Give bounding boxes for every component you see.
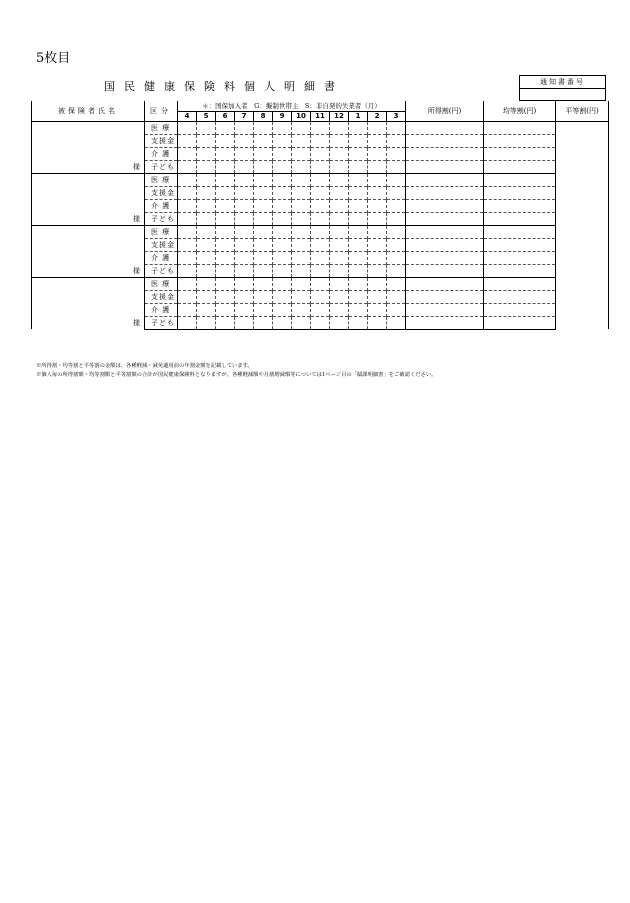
- month-cell: [254, 173, 273, 186]
- note-line: ※所得割・均等割と平等割の金額は、各種軽減・減免適用前の年割金額を記載しています。: [36, 363, 253, 369]
- category-label: 医 療: [145, 225, 178, 238]
- month-cell: [349, 121, 368, 134]
- category-label: 子ども: [145, 264, 178, 277]
- month-cell: [311, 160, 330, 173]
- income-header: 所得割(円): [406, 101, 484, 121]
- per-capita-cell: [484, 199, 556, 212]
- month-cell: [235, 134, 254, 147]
- month-cell: [254, 277, 273, 290]
- month-cell: [235, 160, 254, 173]
- month-cell: [311, 316, 330, 329]
- month-cell: [235, 147, 254, 160]
- month-cell: [235, 303, 254, 316]
- month-cell: [368, 160, 387, 173]
- month-cell: [216, 199, 235, 212]
- income-cell: [406, 290, 484, 303]
- income-cell: [406, 212, 484, 225]
- per-capita-cell: [484, 121, 556, 134]
- income-cell: [406, 134, 484, 147]
- month-cell: [235, 121, 254, 134]
- month-header: 1: [349, 111, 368, 121]
- month-cell: [292, 212, 311, 225]
- month-cell: [330, 264, 349, 277]
- category-label: 介 護: [145, 147, 178, 160]
- month-cell: [197, 134, 216, 147]
- month-cell: [292, 277, 311, 290]
- month-cell: [197, 160, 216, 173]
- month-cell: [292, 225, 311, 238]
- month-cell: [387, 160, 406, 173]
- month-cell: [197, 173, 216, 186]
- category-label: 支援金: [145, 186, 178, 199]
- month-cell: [330, 212, 349, 225]
- month-cell: [273, 238, 292, 251]
- month-cell: [178, 316, 197, 329]
- category-label: 子ども: [145, 160, 178, 173]
- month-cell: [197, 212, 216, 225]
- month-cell: [368, 186, 387, 199]
- month-cell: [349, 303, 368, 316]
- month-cell: [273, 225, 292, 238]
- month-cell: [235, 173, 254, 186]
- month-cell: [178, 303, 197, 316]
- month-cell: [235, 264, 254, 277]
- flat-cell: [556, 121, 609, 329]
- per-capita-cell: [484, 134, 556, 147]
- month-cell: [387, 303, 406, 316]
- table-row: [32, 277, 609, 290]
- month-cell: [330, 121, 349, 134]
- month-cell: [197, 121, 216, 134]
- month-cell: [254, 186, 273, 199]
- month-cell: [216, 303, 235, 316]
- month-cell: [330, 147, 349, 160]
- month-cell: [330, 316, 349, 329]
- month-cell: [197, 225, 216, 238]
- category-label: 介 護: [145, 251, 178, 264]
- month-cell: [311, 186, 330, 199]
- month-cell: [216, 212, 235, 225]
- month-cell: [254, 199, 273, 212]
- month-cell: [311, 212, 330, 225]
- month-cell: [349, 147, 368, 160]
- month-cell: [311, 225, 330, 238]
- month-cell: [330, 251, 349, 264]
- month-cell: [197, 290, 216, 303]
- month-cell: [254, 225, 273, 238]
- month-header: 10: [292, 111, 311, 121]
- month-cell: [273, 212, 292, 225]
- month-cell: [273, 290, 292, 303]
- month-cell: [197, 186, 216, 199]
- month-cell: [349, 264, 368, 277]
- month-cell: [292, 264, 311, 277]
- month-header: 11: [311, 111, 330, 121]
- month-cell: [330, 186, 349, 199]
- month-cell: [368, 134, 387, 147]
- month-cell: [387, 121, 406, 134]
- month-cell: [197, 277, 216, 290]
- month-cell: [292, 160, 311, 173]
- month-header: 3: [387, 111, 406, 121]
- month-cell: [197, 199, 216, 212]
- month-cell: [311, 303, 330, 316]
- category-label: 介 護: [145, 303, 178, 316]
- month-cell: [235, 199, 254, 212]
- per-capita-cell: [484, 251, 556, 264]
- category-label: 医 療: [145, 121, 178, 134]
- month-cell: [330, 134, 349, 147]
- income-cell: [406, 251, 484, 264]
- month-header: 6: [216, 111, 235, 121]
- month-cell: [197, 251, 216, 264]
- status-legend: ＊：国保加入者 G：擬制世帯主 S：非自発的失業者（月）: [178, 101, 406, 111]
- insured-name-cell: [32, 121, 145, 173]
- month-cell: [273, 303, 292, 316]
- month-cell: [368, 173, 387, 186]
- category-label: 介 護: [145, 199, 178, 212]
- month-cell: [178, 225, 197, 238]
- income-cell: [406, 160, 484, 173]
- insured-name-header: 被保険者氏名: [32, 101, 145, 121]
- income-cell: [406, 238, 484, 251]
- month-cell: [178, 238, 197, 251]
- month-cell: [254, 134, 273, 147]
- month-cell: [368, 251, 387, 264]
- honorific-sama: 様: [133, 214, 140, 223]
- month-cell: [349, 160, 368, 173]
- month-cell: [273, 134, 292, 147]
- month-cell: [292, 238, 311, 251]
- month-cell: [197, 303, 216, 316]
- month-cell: [387, 134, 406, 147]
- month-cell: [349, 173, 368, 186]
- notes: [36, 362, 436, 380]
- per-capita-cell: [484, 303, 556, 316]
- month-cell: [311, 199, 330, 212]
- month-cell: [254, 251, 273, 264]
- table-row: [32, 225, 609, 238]
- month-header: 2: [368, 111, 387, 121]
- month-cell: [273, 173, 292, 186]
- month-cell: [235, 225, 254, 238]
- month-cell: [216, 251, 235, 264]
- month-cell: [178, 186, 197, 199]
- category-header: 区分: [145, 101, 178, 121]
- month-cell: [311, 251, 330, 264]
- month-cell: [273, 251, 292, 264]
- month-cell: [216, 290, 235, 303]
- category-label: 子ども: [145, 316, 178, 329]
- month-cell: [368, 225, 387, 238]
- month-cell: [292, 173, 311, 186]
- month-cell: [254, 264, 273, 277]
- month-cell: [349, 238, 368, 251]
- per-capita-cell: [484, 160, 556, 173]
- month-cell: [273, 160, 292, 173]
- month-cell: [235, 277, 254, 290]
- month-cell: [273, 264, 292, 277]
- month-cell: [349, 277, 368, 290]
- category-label: 支援金: [145, 290, 178, 303]
- month-cell: [273, 147, 292, 160]
- month-cell: [216, 316, 235, 329]
- month-cell: [311, 290, 330, 303]
- month-cell: [349, 316, 368, 329]
- per-capita-cell: [484, 147, 556, 160]
- month-cell: [254, 121, 273, 134]
- month-cell: [292, 134, 311, 147]
- income-cell: [406, 173, 484, 186]
- insured-name-cell: [32, 277, 145, 329]
- category-label: 支援金: [145, 238, 178, 251]
- per-capita-cell: [484, 186, 556, 199]
- insured-name-cell: [32, 225, 145, 277]
- month-cell: [349, 251, 368, 264]
- month-cell: [387, 277, 406, 290]
- month-cell: [254, 303, 273, 316]
- month-cell: [292, 199, 311, 212]
- month-cell: [349, 225, 368, 238]
- month-cell: [311, 121, 330, 134]
- month-cell: [178, 277, 197, 290]
- month-cell: [178, 290, 197, 303]
- note-line: ※個人毎の所得割額・均等割額と平等割額の合計が国民健康保険料となりますが、各種軽減額や月割増減額等については1ページ目の「賦課明細書」をご確認ください。: [36, 372, 437, 378]
- month-cell: [216, 147, 235, 160]
- detail-table: [31, 101, 609, 330]
- income-cell: [406, 186, 484, 199]
- month-cell: [330, 199, 349, 212]
- month-cell: [216, 277, 235, 290]
- month-cell: [216, 134, 235, 147]
- month-cell: [311, 238, 330, 251]
- month-header: 12: [330, 111, 349, 121]
- month-cell: [235, 290, 254, 303]
- month-cell: [254, 290, 273, 303]
- month-cell: [368, 147, 387, 160]
- month-cell: [292, 186, 311, 199]
- month-cell: [178, 251, 197, 264]
- month-cell: [349, 134, 368, 147]
- month-cell: [216, 238, 235, 251]
- month-cell: [197, 147, 216, 160]
- month-cell: [387, 186, 406, 199]
- insured-name-cell: [32, 173, 145, 225]
- month-cell: [254, 160, 273, 173]
- month-cell: [235, 316, 254, 329]
- month-cell: [216, 225, 235, 238]
- month-cell: [254, 316, 273, 329]
- month-cell: [216, 264, 235, 277]
- month-cell: [311, 134, 330, 147]
- month-cell: [387, 147, 406, 160]
- month-cell: [254, 212, 273, 225]
- month-cell: [197, 316, 216, 329]
- month-cell: [368, 290, 387, 303]
- month-cell: [273, 316, 292, 329]
- month-cell: [235, 186, 254, 199]
- month-cell: [311, 277, 330, 290]
- month-cell: [311, 264, 330, 277]
- month-cell: [197, 238, 216, 251]
- month-cell: [178, 147, 197, 160]
- month-cell: [368, 277, 387, 290]
- income-cell: [406, 303, 484, 316]
- month-cell: [330, 225, 349, 238]
- honorific-sama: 様: [133, 162, 140, 171]
- month-cell: [387, 225, 406, 238]
- honorific-sama: 様: [133, 319, 140, 327]
- month-cell: [330, 173, 349, 186]
- income-cell: [406, 199, 484, 212]
- per-capita-cell: [484, 264, 556, 277]
- month-cell: [368, 199, 387, 212]
- month-cell: [235, 212, 254, 225]
- month-cell: [349, 199, 368, 212]
- category-label: 医 療: [145, 173, 178, 186]
- month-cell: [292, 303, 311, 316]
- month-cell: [178, 160, 197, 173]
- month-cell: [387, 251, 406, 264]
- month-cell: [349, 212, 368, 225]
- month-header: 9: [273, 111, 292, 121]
- month-cell: [292, 251, 311, 264]
- income-cell: [406, 225, 484, 238]
- month-cell: [178, 173, 197, 186]
- per-capita-cell: [484, 173, 556, 186]
- month-cell: [368, 264, 387, 277]
- per-capita-cell: [484, 212, 556, 225]
- document-title: 国民健康保険料個人明細書: [104, 80, 344, 93]
- month-cell: [178, 134, 197, 147]
- month-cell: [387, 212, 406, 225]
- income-cell: [406, 316, 484, 329]
- income-cell: [406, 121, 484, 134]
- month-cell: [254, 147, 273, 160]
- month-cell: [368, 121, 387, 134]
- month-cell: [178, 121, 197, 134]
- month-cell: [254, 238, 273, 251]
- month-cell: [178, 212, 197, 225]
- month-cell: [368, 303, 387, 316]
- per-capita-header: 均等割(円): [484, 101, 556, 121]
- month-cell: [216, 121, 235, 134]
- month-cell: [178, 264, 197, 277]
- income-cell: [406, 264, 484, 277]
- month-cell: [216, 173, 235, 186]
- per-capita-cell: [484, 238, 556, 251]
- notice-number-box: [519, 75, 606, 101]
- month-cell: [330, 160, 349, 173]
- month-cell: [349, 290, 368, 303]
- income-cell: [406, 277, 484, 290]
- table-row: [32, 121, 609, 134]
- month-cell: [330, 277, 349, 290]
- month-cell: [368, 238, 387, 251]
- month-cell: [387, 173, 406, 186]
- month-cell: [292, 121, 311, 134]
- per-capita-cell: [484, 277, 556, 290]
- month-cell: [368, 212, 387, 225]
- income-cell: [406, 147, 484, 160]
- per-capita-cell: [484, 290, 556, 303]
- month-cell: [273, 121, 292, 134]
- month-cell: [387, 199, 406, 212]
- flat-header: 平等割(円): [556, 101, 609, 121]
- month-cell: [273, 186, 292, 199]
- month-cell: [235, 251, 254, 264]
- month-header: 4: [178, 111, 197, 121]
- category-label: 子ども: [145, 212, 178, 225]
- month-cell: [330, 303, 349, 316]
- month-cell: [387, 264, 406, 277]
- month-cell: [387, 316, 406, 329]
- month-header: 5: [197, 111, 216, 121]
- month-cell: [349, 186, 368, 199]
- month-cell: [387, 238, 406, 251]
- page-label: 5枚目: [36, 51, 71, 66]
- per-capita-cell: [484, 316, 556, 329]
- notice-number-label: 通知書番号: [520, 76, 605, 89]
- category-label: 医 療: [145, 277, 178, 290]
- honorific-sama: 様: [133, 266, 140, 275]
- month-cell: [235, 238, 254, 251]
- month-cell: [292, 147, 311, 160]
- month-cell: [273, 199, 292, 212]
- per-capita-cell: [484, 225, 556, 238]
- month-cell: [216, 186, 235, 199]
- month-header: 7: [235, 111, 254, 121]
- category-label: 支援金: [145, 134, 178, 147]
- month-cell: [292, 316, 311, 329]
- month-cell: [216, 160, 235, 173]
- table-row: [32, 173, 609, 186]
- month-cell: [330, 238, 349, 251]
- month-cell: [330, 290, 349, 303]
- month-cell: [178, 199, 197, 212]
- month-cell: [368, 316, 387, 329]
- month-cell: [197, 264, 216, 277]
- month-cell: [311, 173, 330, 186]
- month-header: 8: [254, 111, 273, 121]
- month-cell: [273, 277, 292, 290]
- month-cell: [311, 147, 330, 160]
- month-cell: [387, 290, 406, 303]
- month-cell: [292, 290, 311, 303]
